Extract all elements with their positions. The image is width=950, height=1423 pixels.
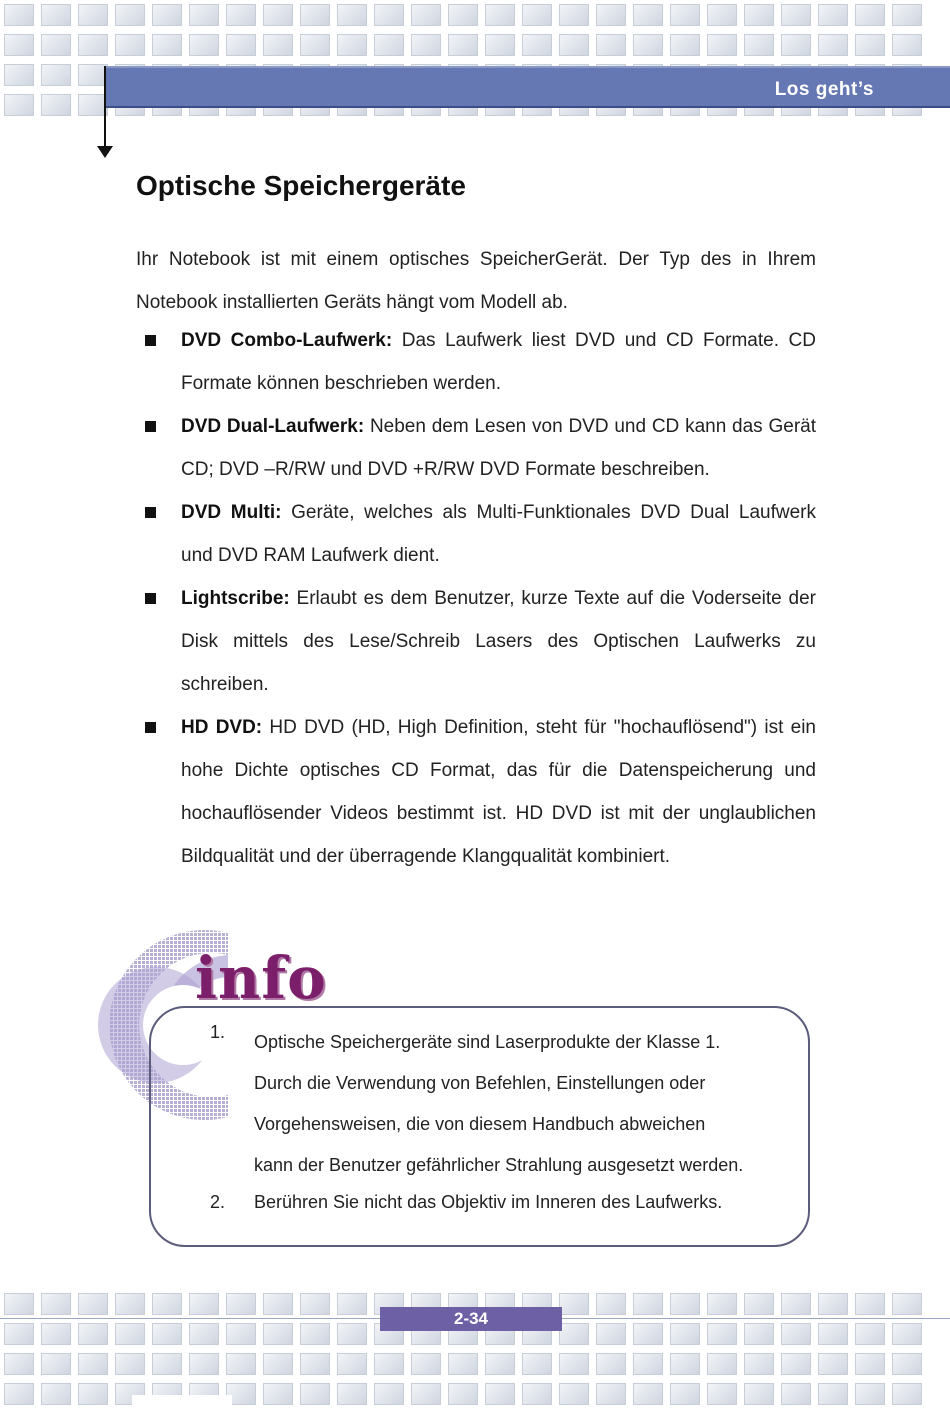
info-notes-list [210, 1022, 790, 1218]
section-header-bar [106, 66, 950, 108]
note-number: 2. [210, 1192, 226, 1212]
list-item-text: Erlaubt es dem Benutzer, kurze Texte auf die Voderseite der Disk mittels des Lese/Schreib Lasers des Optischen Laufwerks zu schreiben. [181, 588, 816, 695]
square-bullet-icon [145, 507, 156, 518]
down-arrow-icon [97, 146, 113, 158]
list-item-term: DVD Combo-Laufwerk: [181, 330, 393, 351]
list-item-text: Neben dem Lesen von DVD und CD kann das Gerät CD; DVD –R/RW und DVD +R/RW DVD Formate beschreiben. [181, 416, 816, 480]
list-item [210, 1186, 790, 1218]
list-item [136, 706, 816, 878]
square-bullet-icon [145, 722, 156, 733]
list-item-term: DVD Multi: [181, 502, 282, 523]
list-item [136, 319, 816, 405]
note-line: kann der Benutzer gefährlicher Strahlung ausgesetzt werden. [254, 1155, 744, 1175]
list-item [136, 491, 816, 577]
page-title: Optische Speichergeräte [136, 170, 466, 201]
list-item-term: Lightscribe: [181, 588, 290, 609]
note-number: 1. [210, 1022, 226, 1042]
footer-blank-area [132, 1395, 232, 1423]
square-bullet-icon [145, 593, 156, 604]
drive-type-list [136, 319, 816, 878]
list-item [210, 1022, 790, 1186]
note-line: Berühren Sie nicht das Objektiv im Inneren des Laufwerks. [254, 1192, 723, 1212]
intro-paragraph: Ihr Notebook ist mit einem optisches SpeicherGerät. Der Typ des in Ihrem Notebook installierten Geräts hängt vom Modell ab. [136, 249, 816, 313]
header-vertical-line [104, 66, 106, 148]
note-line: Optische Speichergeräte sind Laserprodukte der Klasse 1. [254, 1032, 721, 1052]
list-item [136, 405, 816, 491]
list-item-text: Das Laufwerk liest DVD und CD Formate. CD Formate können beschrieben werden. [181, 330, 816, 394]
list-item [136, 577, 816, 706]
note-line: Durch die Verwendung von Befehlen, Einstellungen oder [254, 1073, 706, 1093]
section-title: Los geht’s [774, 79, 874, 100]
square-bullet-icon [145, 421, 156, 432]
list-item-text: HD DVD (HD, High Definition, steht für "hochauflösend") ist ein hohe Dichte optisches CD Format, das für die Datenspeicherung und hochauflösender Videos bestimmt ist. HD DVD ist mit der unglaublichen Bildqualität und der überragende Klangqualität kombiniert. [181, 717, 816, 867]
square-bullet-icon [145, 335, 156, 346]
list-item-term: DVD Dual-Laufwerk: [181, 416, 365, 437]
list-item-term: HD DVD: [181, 717, 263, 738]
note-line: Vorgehensweisen, die von diesem Handbuch abweichen [254, 1114, 706, 1134]
page-number: 2-34 [380, 1307, 562, 1331]
info-label: info [195, 944, 327, 1012]
list-item-text: Geräte, welches als Multi-Funktionales DVD Dual Laufwerk und DVD RAM Laufwerk dient. [181, 502, 816, 566]
